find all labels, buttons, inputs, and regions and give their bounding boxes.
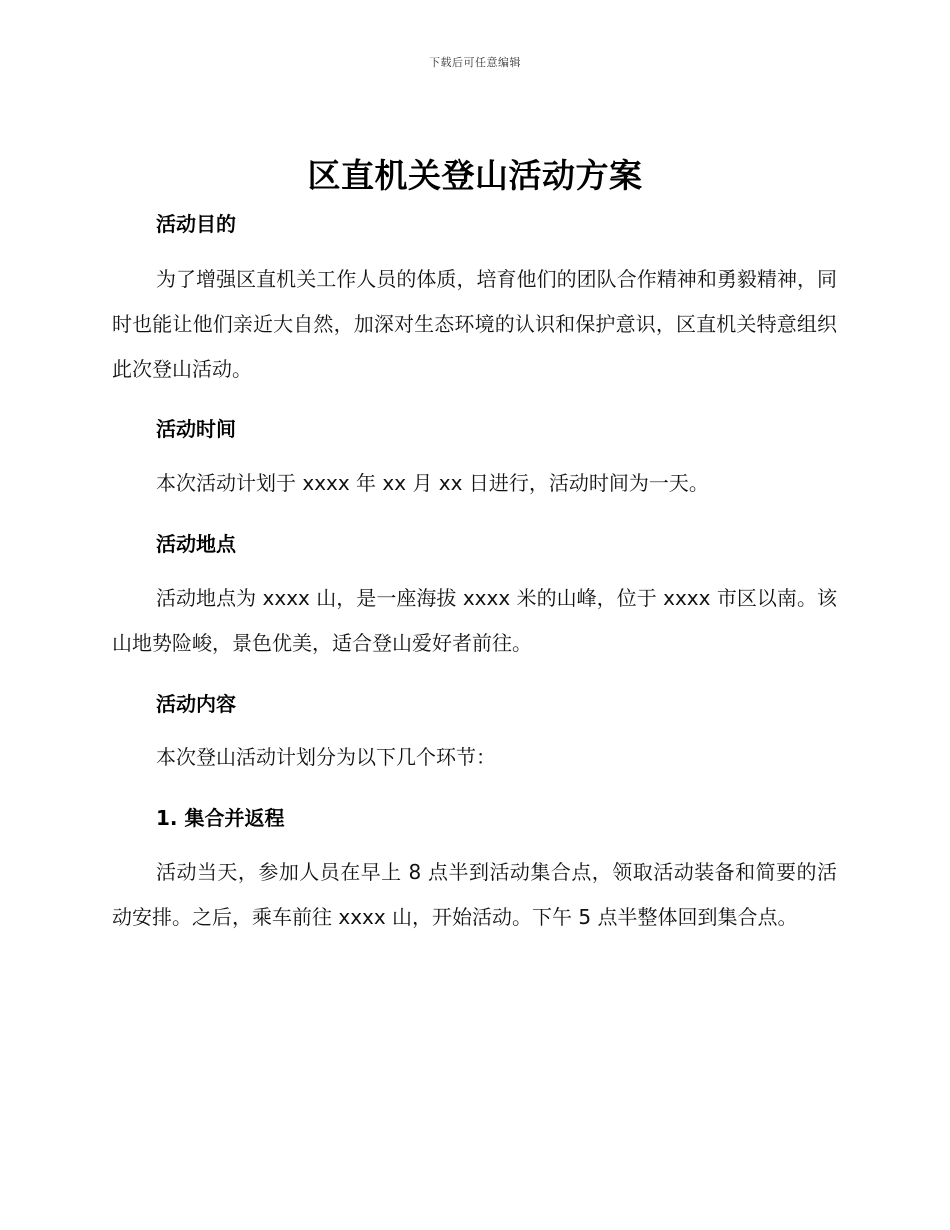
paragraph-step-1: 活动当天，参加人员在早上 8 点半到活动集合点，领取活动装备和简要的活动安排。之后，乘车前往 xxxx 山，开始活动。下午 5 点半整体回到集合点。 (112, 860, 837, 929)
heading-location: 活动地点 (156, 532, 236, 556)
heading-time: 活动时间 (156, 417, 236, 441)
heading-content: 活动内容 (156, 692, 236, 716)
document-title: 区直机关登山活动方案 (307, 156, 643, 195)
paragraph-time: 本次活动计划于 xxxx 年 xx 月 xx 日进行，活动时间为一天。 (156, 471, 709, 495)
paragraph-purpose: 为了增强区直机关工作人员的体质，培育他们的团队合作精神和勇毅精神，同时也能让他们亲近大自然，加深对生态环境的认识和保护意识，区直机关特意组织此次登山活动。 (112, 267, 837, 381)
header-note: 下载后可任意编辑 (429, 56, 521, 69)
heading-step-1: 1. 集合并返程 (156, 806, 285, 830)
heading-purpose: 活动目的 (156, 212, 236, 236)
paragraph-content: 本次登山活动计划分为以下几个环节： (156, 745, 496, 769)
paragraph-location: 活动地点为 xxxx 山，是一座海拔 xxxx 米的山峰，位于 xxxx 市区以南。该山地势险峻，景色优美，适合登山爱好者前往。 (112, 586, 837, 655)
